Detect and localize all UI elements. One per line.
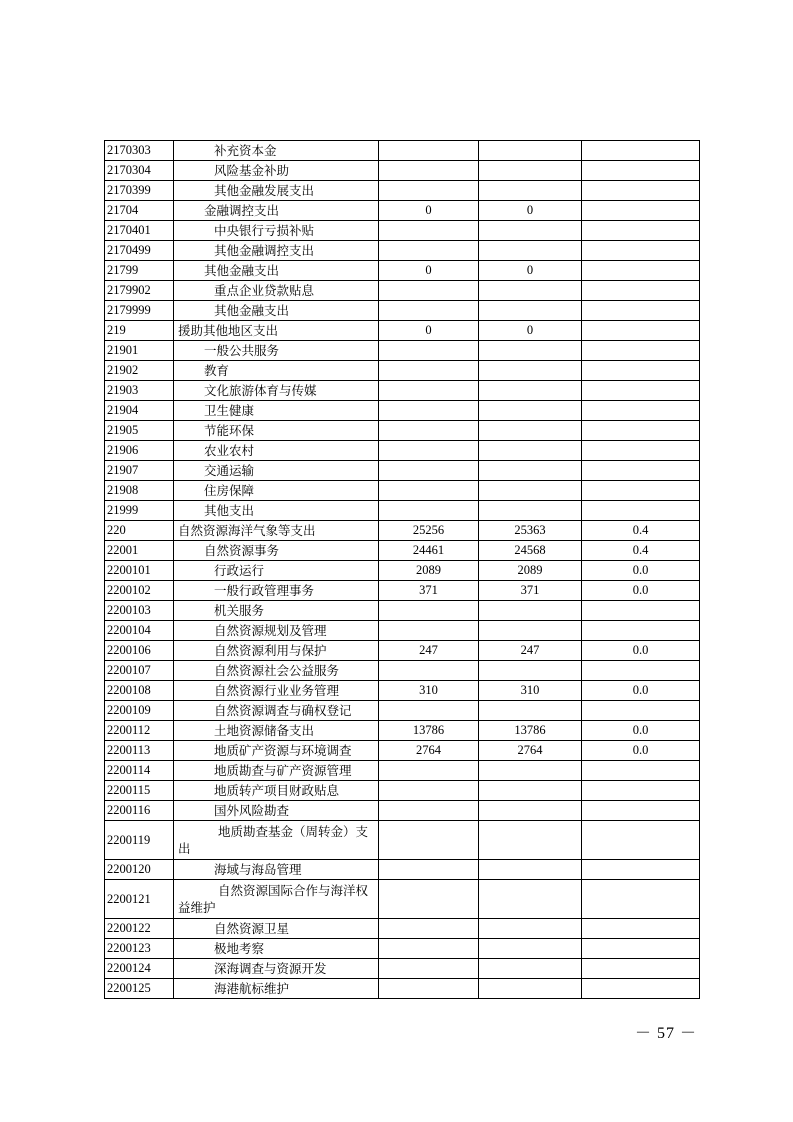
value-2-cell: 310: [479, 681, 582, 701]
value-2-cell: [479, 959, 582, 979]
value-2-cell: [479, 821, 582, 860]
value-2-cell: [479, 781, 582, 801]
item-name-cell: 自然资源事务: [174, 541, 379, 561]
value-1-cell: [379, 860, 479, 880]
value-3-cell: [582, 381, 700, 401]
value-1-cell: [379, 441, 479, 461]
item-code-cell: 21904: [105, 401, 174, 421]
item-code-cell: 2170399: [105, 181, 174, 201]
item-name-cell: 风险基金补助: [174, 161, 379, 181]
table-row: [105, 341, 700, 361]
value-1-cell: [379, 501, 479, 521]
item-code-cell: 2170303: [105, 141, 174, 161]
item-code-cell: 2200119: [105, 821, 174, 860]
value-3-cell: [582, 801, 700, 821]
item-name-cell: 其他支出: [174, 501, 379, 521]
table-row: [105, 701, 700, 721]
table-row: [105, 501, 700, 521]
value-2-cell: [479, 141, 582, 161]
value-3-cell: [582, 959, 700, 979]
item-code-cell: 2200101: [105, 561, 174, 581]
item-name-cell: 中央银行亏损补贴: [174, 221, 379, 241]
value-3-cell: [582, 241, 700, 261]
value-3-cell: [582, 701, 700, 721]
value-1-cell: [379, 821, 479, 860]
value-1-cell: [379, 401, 479, 421]
value-3-cell: [582, 761, 700, 781]
item-code-cell: 2200108: [105, 681, 174, 701]
item-code-cell: 2170499: [105, 241, 174, 261]
value-2-cell: [479, 361, 582, 381]
value-2-cell: [479, 221, 582, 241]
page-number: － 57 －: [634, 1025, 697, 1042]
item-code-cell: 2200121: [105, 880, 174, 919]
table-row: [105, 880, 700, 919]
value-3-cell: [582, 281, 700, 301]
value-3-cell: [582, 301, 700, 321]
item-name-cell: 国外风险勘查: [174, 801, 379, 821]
table-row: [105, 421, 700, 441]
value-2-cell: [479, 979, 582, 999]
value-1-cell: 247: [379, 641, 479, 661]
item-code-cell: 22001: [105, 541, 174, 561]
item-name-cell: 自然资源海洋气象等支出: [174, 521, 379, 541]
value-3-cell: [582, 979, 700, 999]
item-name-cell: 住房保障: [174, 481, 379, 501]
value-1-cell: [379, 341, 479, 361]
item-name-cell: 自然资源卫星: [174, 919, 379, 939]
value-3-cell: [582, 141, 700, 161]
value-1-cell: [379, 161, 479, 181]
item-name-cell: 金融调控支出: [174, 201, 379, 221]
item-name-cell: 海港航标维护: [174, 979, 379, 999]
table-row: [105, 621, 700, 641]
value-1-cell: 371: [379, 581, 479, 601]
value-3-cell: [582, 880, 700, 919]
item-name-cell: 自然资源社会公益服务: [174, 661, 379, 681]
item-name-cell: 土地资源储备支出: [174, 721, 379, 741]
value-2-cell: [479, 860, 582, 880]
value-1-cell: [379, 281, 479, 301]
value-2-cell: 2089: [479, 561, 582, 581]
table-row: [105, 860, 700, 880]
value-3-cell: [582, 860, 700, 880]
value-1-cell: [379, 979, 479, 999]
table-row: [105, 161, 700, 181]
value-1-cell: [379, 880, 479, 919]
value-3-cell: [582, 481, 700, 501]
value-2-cell: [479, 880, 582, 919]
item-code-cell: 2200106: [105, 641, 174, 661]
item-name-cell: 其他金融支出: [174, 261, 379, 281]
value-1-cell: [379, 801, 479, 821]
value-1-cell: 24461: [379, 541, 479, 561]
item-name-cell: 农业农村: [174, 441, 379, 461]
table-row: [105, 181, 700, 201]
table-row: [105, 641, 700, 661]
item-code-cell: 219: [105, 321, 174, 341]
item-name-cell: 其他金融发展支出: [174, 181, 379, 201]
table-row: [105, 521, 700, 541]
value-3-cell: [582, 939, 700, 959]
table-row: [105, 601, 700, 621]
value-3-cell: [582, 919, 700, 939]
item-name-cell: 地质矿产资源与环境调查: [174, 741, 379, 761]
value-1-cell: 2089: [379, 561, 479, 581]
value-2-cell: [479, 761, 582, 781]
value-3-cell: [582, 221, 700, 241]
item-code-cell: 220: [105, 521, 174, 541]
item-code-cell: 2200125: [105, 979, 174, 999]
value-1-cell: 2764: [379, 741, 479, 761]
item-name-cell: 深海调查与资源开发: [174, 959, 379, 979]
item-code-cell: 21903: [105, 381, 174, 401]
table-row: [105, 741, 700, 761]
item-code-cell: 2200112: [105, 721, 174, 741]
item-code-cell: 2200102: [105, 581, 174, 601]
table-row: [105, 761, 700, 781]
value-1-cell: [379, 761, 479, 781]
item-code-cell: 2200113: [105, 741, 174, 761]
value-1-cell: 25256: [379, 521, 479, 541]
value-1-cell: [379, 959, 479, 979]
table-row: [105, 541, 700, 561]
value-3-cell: [582, 461, 700, 481]
item-name-cell: 文化旅游体育与传媒: [174, 381, 379, 401]
table-row: [105, 661, 700, 681]
table-row: [105, 301, 700, 321]
value-2-cell: [479, 801, 582, 821]
item-code-cell: 21908: [105, 481, 174, 501]
item-code-cell: 2200116: [105, 801, 174, 821]
item-code-cell: 2200109: [105, 701, 174, 721]
item-code-cell: 21902: [105, 361, 174, 381]
item-code-cell: 2170304: [105, 161, 174, 181]
value-1-cell: [379, 421, 479, 441]
value-2-cell: [479, 241, 582, 261]
item-code-cell: 21907: [105, 461, 174, 481]
table-body: [105, 141, 700, 999]
value-3-cell: [582, 401, 700, 421]
table-row: [105, 919, 700, 939]
table-row: [105, 821, 700, 860]
value-2-cell: [479, 939, 582, 959]
value-2-cell: [479, 381, 582, 401]
value-2-cell: [479, 181, 582, 201]
item-code-cell: 21999: [105, 501, 174, 521]
item-code-cell: 21906: [105, 441, 174, 461]
value-3-cell: [582, 441, 700, 461]
value-2-cell: [479, 301, 582, 321]
value-2-cell: [479, 461, 582, 481]
item-code-cell: 2200120: [105, 860, 174, 880]
item-name-cell: 一般行政管理事务: [174, 581, 379, 601]
value-1-cell: 0: [379, 261, 479, 281]
table-row: [105, 581, 700, 601]
item-name-cell: 其他金融调控支出: [174, 241, 379, 261]
value-2-cell: [479, 601, 582, 621]
item-code-cell: 2200104: [105, 621, 174, 641]
value-3-cell: [582, 601, 700, 621]
value-2-cell: 24568: [479, 541, 582, 561]
item-name-cell: 极地考察: [174, 939, 379, 959]
value-2-cell: [479, 481, 582, 501]
value-2-cell: [479, 919, 582, 939]
value-1-cell: [379, 221, 479, 241]
table-row: [105, 401, 700, 421]
table-row: [105, 481, 700, 501]
value-2-cell: [479, 661, 582, 681]
item-name-cell: 自然资源规划及管理: [174, 621, 379, 641]
value-3-cell: [582, 201, 700, 221]
table-row: [105, 201, 700, 221]
value-1-cell: 310: [379, 681, 479, 701]
table-row: [105, 959, 700, 979]
value-3-cell: 0.0: [582, 641, 700, 661]
value-3-cell: [582, 821, 700, 860]
value-3-cell: [582, 361, 700, 381]
value-2-cell: 371: [479, 581, 582, 601]
value-3-cell: 0.0: [582, 721, 700, 741]
value-3-cell: [582, 161, 700, 181]
table-row: [105, 781, 700, 801]
value-1-cell: 0: [379, 201, 479, 221]
table-row: [105, 441, 700, 461]
item-name-cell: 地质勘查与矿产资源管理: [174, 761, 379, 781]
table-row: [105, 381, 700, 401]
value-1-cell: [379, 241, 479, 261]
table-row: [105, 241, 700, 261]
value-3-cell: [582, 621, 700, 641]
value-1-cell: [379, 919, 479, 939]
table-row: [105, 141, 700, 161]
value-2-cell: [479, 401, 582, 421]
item-name-cell: 教育: [174, 361, 379, 381]
value-3-cell: 0.0: [582, 741, 700, 761]
table-row: [105, 321, 700, 341]
item-name-cell: 自然资源利用与保护: [174, 641, 379, 661]
item-name-cell: 援助其他地区支出: [174, 321, 379, 341]
item-name-cell: 自然资源国际合作与海洋权益维护: [174, 880, 379, 919]
value-3-cell: [582, 261, 700, 281]
value-1-cell: [379, 381, 479, 401]
value-1-cell: [379, 621, 479, 641]
table-row: [105, 461, 700, 481]
table-row: [105, 261, 700, 281]
item-name-cell: 重点企业贷款贴息: [174, 281, 379, 301]
value-2-cell: 0: [479, 261, 582, 281]
item-name-cell: 机关服务: [174, 601, 379, 621]
item-name-cell: 海域与海岛管理: [174, 860, 379, 880]
value-2-cell: [479, 501, 582, 521]
value-1-cell: 0: [379, 321, 479, 341]
value-3-cell: [582, 181, 700, 201]
value-1-cell: 13786: [379, 721, 479, 741]
item-code-cell: 2200114: [105, 761, 174, 781]
item-code-cell: 2200103: [105, 601, 174, 621]
table-row: [105, 979, 700, 999]
item-name-cell: 补充资本金: [174, 141, 379, 161]
value-2-cell: 0: [479, 201, 582, 221]
item-name-cell: 其他金融支出: [174, 301, 379, 321]
table-row: [105, 561, 700, 581]
value-2-cell: 13786: [479, 721, 582, 741]
value-1-cell: [379, 361, 479, 381]
value-3-cell: 0.0: [582, 561, 700, 581]
item-code-cell: 2179999: [105, 301, 174, 321]
item-code-cell: 2200115: [105, 781, 174, 801]
value-3-cell: 0.0: [582, 581, 700, 601]
item-code-cell: 21901: [105, 341, 174, 361]
table-row: [105, 361, 700, 381]
value-3-cell: [582, 661, 700, 681]
value-1-cell: [379, 781, 479, 801]
item-name-cell: 自然资源调查与确权登记: [174, 701, 379, 721]
table-row: [105, 939, 700, 959]
value-1-cell: [379, 601, 479, 621]
value-1-cell: [379, 301, 479, 321]
item-code-cell: 21704: [105, 201, 174, 221]
value-3-cell: [582, 781, 700, 801]
table-row: [105, 221, 700, 241]
value-2-cell: [479, 701, 582, 721]
item-name-cell: 节能环保: [174, 421, 379, 441]
value-3-cell: [582, 321, 700, 341]
item-code-cell: 2200124: [105, 959, 174, 979]
item-name-cell: 交通运输: [174, 461, 379, 481]
item-code-cell: 2200123: [105, 939, 174, 959]
table-row: [105, 681, 700, 701]
item-name-cell: 一般公共服务: [174, 341, 379, 361]
item-code-cell: 2200107: [105, 661, 174, 681]
value-1-cell: [379, 461, 479, 481]
item-code-cell: 2170401: [105, 221, 174, 241]
item-name-cell: 地质勘查基金（周转金）支出: [174, 821, 379, 860]
value-3-cell: [582, 421, 700, 441]
value-2-cell: 2764: [479, 741, 582, 761]
value-2-cell: [479, 441, 582, 461]
value-3-cell: [582, 341, 700, 361]
value-2-cell: 25363: [479, 521, 582, 541]
value-2-cell: [479, 281, 582, 301]
value-3-cell: 0.4: [582, 541, 700, 561]
value-1-cell: [379, 481, 479, 501]
value-2-cell: [479, 341, 582, 361]
item-name-cell: 自然资源行业业务管理: [174, 681, 379, 701]
table-row: [105, 801, 700, 821]
value-1-cell: [379, 701, 479, 721]
table-row: [105, 281, 700, 301]
item-name-cell: 卫生健康: [174, 401, 379, 421]
value-2-cell: 0: [479, 321, 582, 341]
item-code-cell: 21905: [105, 421, 174, 441]
item-name-cell: 行政运行: [174, 561, 379, 581]
item-code-cell: 21799: [105, 261, 174, 281]
item-code-cell: 2179902: [105, 281, 174, 301]
value-1-cell: [379, 661, 479, 681]
item-code-cell: 2200122: [105, 919, 174, 939]
item-name-cell: 地质转产项目财政贴息: [174, 781, 379, 801]
value-1-cell: [379, 141, 479, 161]
value-2-cell: [479, 621, 582, 641]
value-2-cell: [479, 161, 582, 181]
value-1-cell: [379, 939, 479, 959]
budget-table: [104, 140, 700, 999]
value-3-cell: 0.0: [582, 681, 700, 701]
value-3-cell: [582, 501, 700, 521]
value-3-cell: 0.4: [582, 521, 700, 541]
value-2-cell: 247: [479, 641, 582, 661]
value-1-cell: [379, 181, 479, 201]
table-row: [105, 721, 700, 741]
value-2-cell: [479, 421, 582, 441]
